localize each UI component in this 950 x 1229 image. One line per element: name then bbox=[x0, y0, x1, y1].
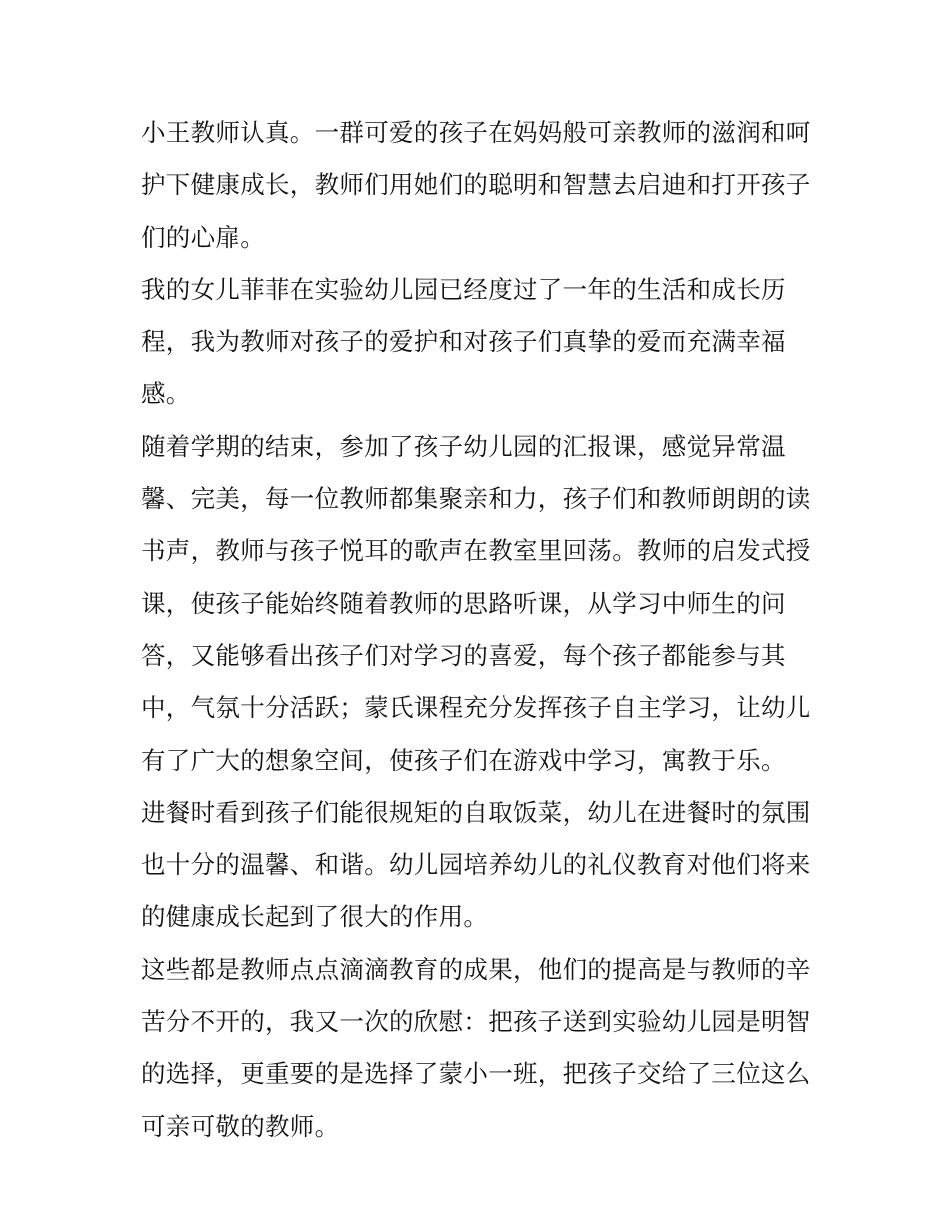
text-line: 馨、完美，每一位教师都集聚亲和力，孩子们和教师朗朗的读 bbox=[141, 484, 811, 514]
paragraph-4 bbox=[141, 787, 811, 944]
text-line: 也十分的温馨、和谐。幼儿园培养幼儿的礼仪教育对他们将来 bbox=[141, 850, 811, 880]
text-line: 感。 bbox=[141, 379, 191, 409]
text-line: 书声，教师与孩子悦耳的歌声在教室里回荡。教师的启发式授 bbox=[141, 536, 811, 566]
text-line: 们的心扉。 bbox=[141, 222, 265, 252]
paragraph-1 bbox=[141, 107, 811, 264]
text-line: 我的女儿菲菲在实验幼儿园已经度过了一年的生活和成长历 bbox=[141, 274, 786, 304]
text-line: 课，使孩子能始终随着教师的思路听课，从学习中师生的问 bbox=[141, 588, 786, 618]
text-line: 苦分不开的，我又一次的欣慰：把孩子送到实验幼儿园是明智 bbox=[141, 1007, 811, 1037]
text-line: 中，气氛十分活跃；蒙氏课程充分发挥孩子自主学习，让幼儿 bbox=[141, 693, 811, 723]
text-line: 随着学期的结束，参加了孩子幼儿园的汇报课，感觉异常温 bbox=[141, 431, 786, 461]
text-line: 这些都是教师点点滴滴教育的成果，他们的提高是与教师的辛 bbox=[141, 954, 811, 984]
text-line: 的选择，更重要的是选择了蒙小一班，把孩子交给了三位这么 bbox=[141, 1059, 811, 1089]
paragraph-5 bbox=[141, 944, 811, 1153]
text-line: 答，又能够看出孩子们对学习的喜爱，每个孩子都能参与其 bbox=[141, 640, 786, 670]
text-line: 护下健康成长，教师们用她们的聪明和智慧去启迪和打开孩子 bbox=[141, 170, 811, 200]
text-line: 程，我为教师对孩子的爱护和对孩子们真挚的爱而充满幸福 bbox=[141, 327, 786, 357]
paragraph-3 bbox=[141, 421, 811, 787]
text-line: 小王教师认真。一群可爱的孩子在妈妈般可亲教师的滋润和呵 bbox=[141, 118, 811, 147]
text-line: 进餐时看到孩子们能很规矩的自取饭菜，幼儿在进餐时的氛围 bbox=[141, 797, 811, 827]
paragraph-2 bbox=[141, 264, 811, 421]
text-line: 的健康成长起到了很大的作用。 bbox=[141, 902, 489, 932]
document-body bbox=[141, 107, 811, 1153]
text-line: 可亲可敬的教师。 bbox=[141, 1111, 340, 1141]
text-line: 有了广大的想象空间，使孩子们在游戏中学习，寓教于乐。 bbox=[141, 745, 786, 775]
